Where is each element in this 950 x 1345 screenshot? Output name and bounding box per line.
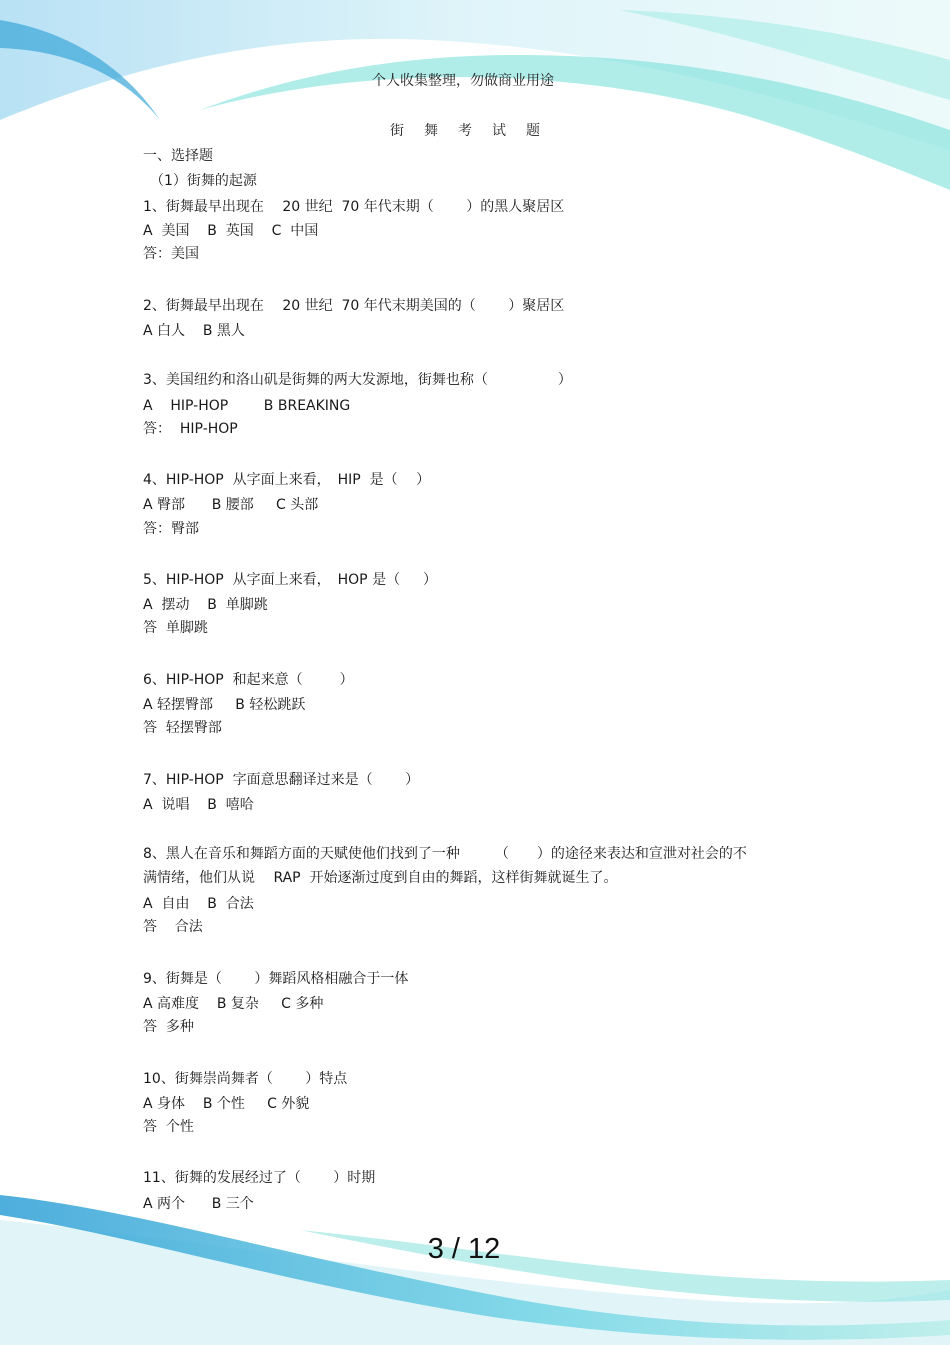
- question-answer: 答 单脚跳: [143, 620, 208, 636]
- question-options: A 两个 B 三个: [143, 1196, 254, 1212]
- question-answer: 答 轻摆臀部: [143, 720, 222, 736]
- question-text: 7、HIP-HOP 字面意思翻译过来是（ ）: [143, 772, 420, 788]
- question-text: 8、黑人在音乐和舞蹈方面的天赋使他们找到了一种 （ ）的途径来表达和宣泄对社会的不: [143, 846, 747, 862]
- header-note: 个人收集整理，勿做商业用途: [372, 73, 554, 89]
- question-options: A 说唱 B 嘻哈: [143, 797, 254, 813]
- question-text: 3、美国纽约和洛山矶是街舞的两大发源地，街舞也称（ ）: [143, 372, 572, 388]
- subsection-heading: （1）街舞的起源: [150, 173, 257, 189]
- question-options: A 身体 B 个性 C 外貌: [143, 1096, 310, 1112]
- question-text-continued: 满情绪，他们从说 RAP 开始逐渐过度到自由的舞蹈，这样街舞就诞生了。: [143, 870, 618, 886]
- page-number: 3 / 12: [427, 1233, 501, 1265]
- question-options: A 臀部 B 腰部 C 头部: [143, 497, 319, 513]
- question-answer: 答：臀部: [143, 521, 199, 537]
- question-options: A 摆动 B 单脚跳: [143, 597, 268, 613]
- question-answer: 答 个性: [143, 1119, 194, 1135]
- question-text: 5、HIP-HOP 从字面上来看， HOP 是（ ）: [143, 572, 437, 588]
- question-text: 9、街舞是（ ）舞蹈风格相融合于一体: [143, 971, 409, 987]
- question-answer: 答： HIP-HOP: [143, 421, 238, 437]
- question-answer: 答：美国: [143, 246, 199, 262]
- question-options: A HIP-HOP B BREAKING: [143, 398, 351, 414]
- question-options: A 美国 B 英国 C 中国: [143, 223, 319, 239]
- question-text: 10、街舞崇尚舞者（ ）特点: [143, 1071, 348, 1087]
- question-text: 4、HIP-HOP 从字面上来看， HIP 是（ ）: [143, 472, 431, 488]
- question-options: A 白人 B 黑人: [143, 323, 245, 339]
- question-answer: 答 多种: [143, 1019, 194, 1035]
- question-text: 2、街舞最早出现在 20 世纪 70 年代末期美国的（ ）聚居区: [143, 298, 565, 314]
- question-text: 1、街舞最早出现在 20 世纪 70 年代末期（ ）的黑人聚居区: [143, 199, 565, 215]
- question-text: 6、HIP-HOP 和起来意（ ）: [143, 672, 354, 688]
- question-text: 11、街舞的发展经过了（ ）时期: [143, 1170, 376, 1186]
- question-options: A 轻摆臀部 B 轻松跳跃: [143, 697, 306, 713]
- question-options: A 自由 B 合法: [143, 896, 254, 912]
- section-heading: 一、选择题: [143, 148, 213, 164]
- question-options: A 高难度 B 复杂 C 多种: [143, 996, 324, 1012]
- question-answer: 答 合法: [143, 919, 203, 935]
- page-title: 街舞考试题: [390, 123, 560, 139]
